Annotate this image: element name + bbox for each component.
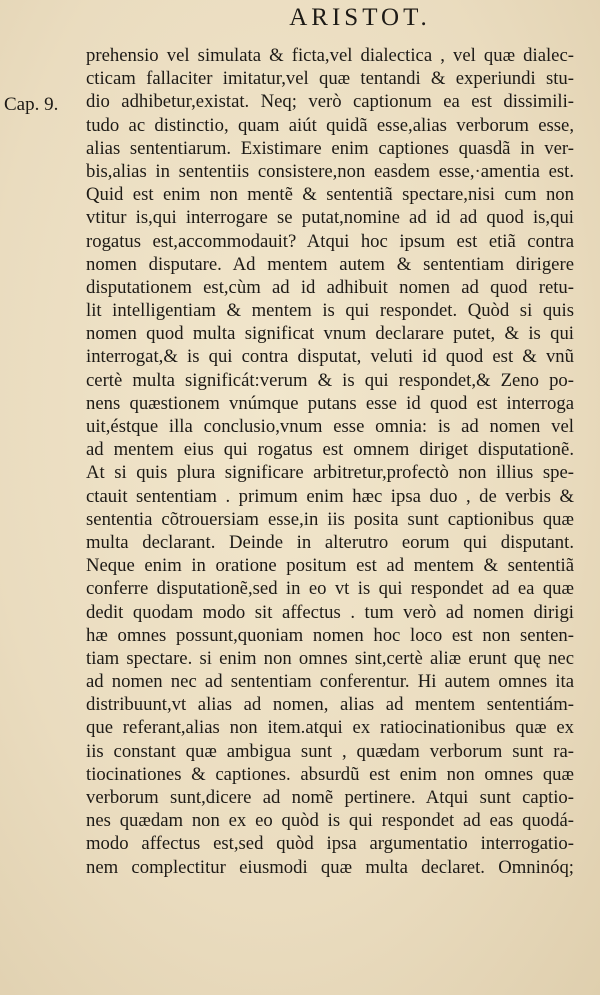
- text-line: iis constant quæ ambigua sunt , quædam verborum sunt ra-: [86, 740, 574, 762]
- text-line: nem complectitur eiusmodi quæ multa declaret. Omninóq;: [86, 856, 574, 878]
- text-line: bis,alias in sententiis consistere,non easdem esse,·amentia est.: [86, 160, 574, 182]
- text-line: que referant,alias non item.atqui ex ratiocinationibus quæ ex: [86, 717, 574, 739]
- text-line: tiam spectare. si enim non omnes sint,certè aliæ erunt quę nec: [86, 647, 574, 669]
- text-line: tiocinationes & captiones. absurdũ est enim non omnes quæ: [86, 763, 574, 785]
- text-line: sententia cõtrouersiam esse,in iis posita sunt captionibus quæ: [86, 508, 574, 530]
- text-line: nes quædam non ex eo quòd is qui respondet ad eas quodá-: [86, 810, 574, 832]
- text-line: dedit quodam modo sit affectus . tum verò ad nomen dirigi: [86, 601, 574, 623]
- text-line: dio adhibetur,existat. Neq; verò captionum ea est dissimili-: [86, 91, 574, 113]
- text-line: multa declarant. Deinde in alterutro eorum qui disputant.: [86, 531, 574, 553]
- text-line: ctauit sententiam . primum enim hæc ipsa duo , de verbis &: [86, 485, 574, 507]
- text-line: uit,éstque illa conclusio,vnum esse omnia: is ad nomen vel: [86, 416, 574, 437]
- text-line: nomen disputare. Ad mentem autem & sententiam dirigere: [86, 253, 574, 275]
- text-line: tudo ac distinctio, quam aiút quidã esse,alias verborum esse,: [86, 114, 574, 136]
- text-line: vtitur is,qui interrogare se putat,nomine ad id ad quod is,qui: [86, 207, 574, 229]
- text-line: lit intelligentiam & mentem is qui respondet. Quòd si quis: [86, 300, 574, 322]
- text-line: Neque enim in oratione positum est ad mentem & sententiã: [86, 555, 574, 577]
- text-line: nens quæstionem vnúmque putans esse id quod est interroga: [86, 392, 574, 414]
- body-text: [86, 44, 574, 879]
- text-line: prehensio vel simulata & ficta,vel dialectica , vel quæ dialec-: [86, 45, 574, 66]
- margin-chapter-note: Cap. 9.: [4, 94, 59, 115]
- text-line: hæ omnes possunt,quoniam nomen hoc loco est non senten-: [86, 624, 574, 646]
- text-line: verborum sunt,dicere ad nomẽ pertinere. Atqui sunt captio-: [86, 787, 574, 808]
- text-line: disputationem est,cùm ad id adhibuit nomen ad quod retu-: [86, 276, 574, 298]
- text-line: ad nomen nec ad sententiam conferentur. Hi autem omnes ita: [86, 671, 574, 693]
- text-line: interrogat,& is qui contra disputat, veluti id quod est & vnũ: [86, 346, 574, 368]
- text-line: certè multa significát:verum & is qui respondet,& Zeno po-: [86, 369, 574, 391]
- text-line: rogatus est,accommodauit? Atqui hoc ipsum est etiã contra: [86, 230, 574, 252]
- text-line: Quid est enim non mentẽ & sententiã spectare,nisi cum non: [86, 184, 574, 206]
- text-line: At si quis plura significare arbitretur,profectò non illius spe-: [86, 462, 574, 484]
- text-line: distribuunt,vt alias ad nomen, alias ad mentem sententiám-: [86, 694, 574, 716]
- text-line: cticam fallaciter imitatur,vel quæ tentandi & experiundi stu-: [86, 68, 574, 90]
- text-line: alias sententiarum. Existimare enim captiones quasdã in ver-: [86, 137, 574, 159]
- text-line: ad mentem eius qui rogatus est omnem diriget disputationẽ.: [86, 439, 574, 461]
- text-line: conferre disputationẽ,sed in eo vt is qui respondet ad ea quæ: [86, 578, 574, 600]
- running-head: ARISTOT.: [289, 4, 431, 31]
- text-line: modo affectus est,sed quòd ipsa argumentatio interrogatio-: [86, 833, 574, 855]
- text-line: nomen quod multa significat vnum declarare putet, & is qui: [86, 323, 574, 345]
